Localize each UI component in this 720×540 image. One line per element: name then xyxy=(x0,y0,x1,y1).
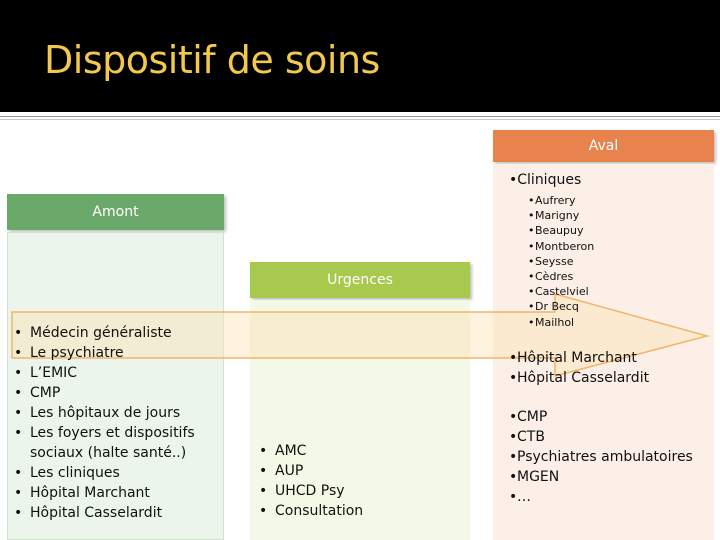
list-item: • Mailhol xyxy=(528,315,594,330)
list-item: • Les foyers et dispositifs sociaux (halte santé..) xyxy=(12,423,212,463)
cliniques-list xyxy=(528,193,594,330)
list-item: • Castelviel xyxy=(528,284,594,299)
list-item: • CMP xyxy=(12,383,212,403)
list-item: • Cèdres xyxy=(528,269,594,284)
list-item: • Marigny xyxy=(528,208,594,223)
list-item: • Consultation xyxy=(257,501,457,521)
list-item: • Montberon xyxy=(528,239,594,254)
list-item: • CTB xyxy=(509,427,693,447)
list-item: • Les cliniques xyxy=(12,463,212,483)
list-item: • AUP xyxy=(257,461,457,481)
list-item: • Le psychiatre xyxy=(12,343,212,363)
list-item: • Psychiatres ambulatoires xyxy=(509,447,693,467)
list-item: • AMC xyxy=(257,441,457,461)
list-item: • CMP xyxy=(509,407,693,427)
list-item: • … xyxy=(509,487,693,507)
aval-header: Aval xyxy=(493,130,714,162)
list-item: • Beaupuy xyxy=(528,223,594,238)
hopitaux-list xyxy=(509,348,649,388)
list-item: • Seysse xyxy=(528,254,594,269)
list-item: • UHCD Psy xyxy=(257,481,457,501)
list-item: • L’EMIC xyxy=(12,363,212,383)
list-item: • Médecin généraliste xyxy=(12,323,212,343)
list-item: • Aufrery xyxy=(528,193,594,208)
ambulatoire-list xyxy=(509,407,693,507)
list-item: • Hôpital Marchant xyxy=(509,348,649,368)
list-item: • Hôpital Casselardit xyxy=(12,503,212,523)
amont-list xyxy=(12,323,212,523)
list-item: • Hôpital Marchant xyxy=(12,483,212,503)
slide-title: Dispositif de soins xyxy=(44,38,380,82)
list-item: • Les hôpitaux de jours xyxy=(12,403,212,423)
urgences-list xyxy=(257,441,457,521)
cliniques-label: •Cliniques xyxy=(509,172,582,188)
urgences-header: Urgences xyxy=(250,262,470,298)
amont-header: Amont xyxy=(7,194,224,230)
list-item: • Dr Becq xyxy=(528,299,594,314)
list-item: • Hôpital Casselardit xyxy=(509,368,649,388)
list-item: • MGEN xyxy=(509,467,693,487)
